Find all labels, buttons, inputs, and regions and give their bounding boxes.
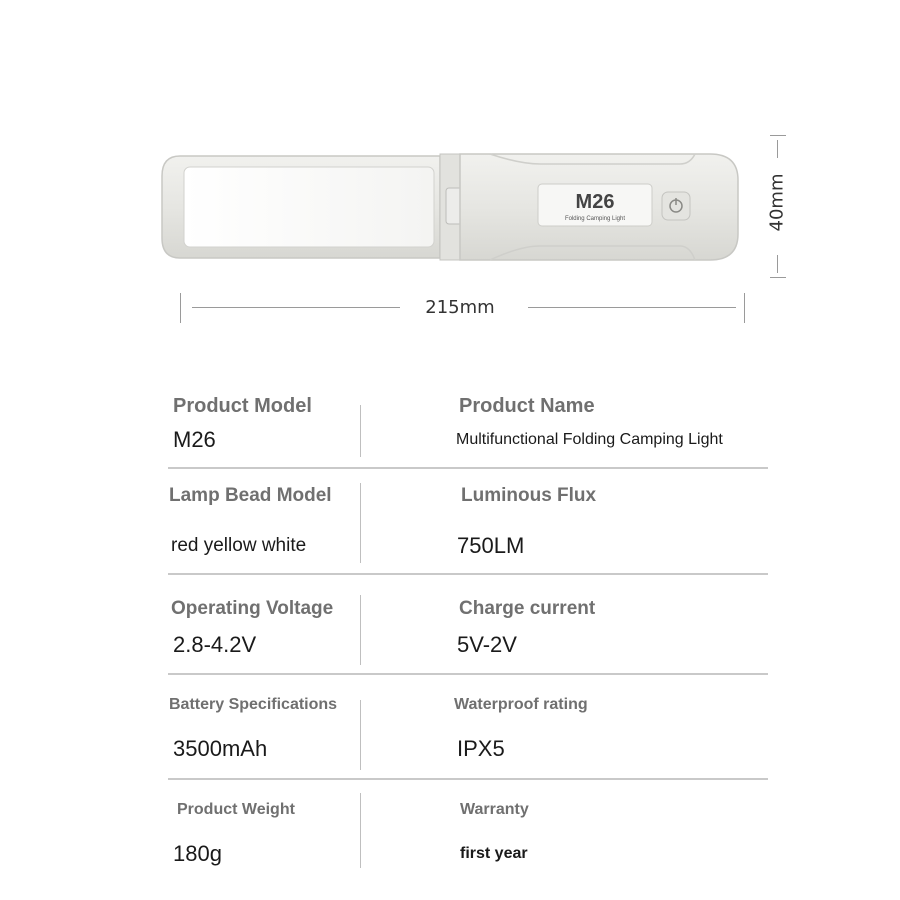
warranty-value: first year: [460, 845, 528, 862]
dimension-line-left: [192, 307, 400, 308]
dimension-tick-bottom: [770, 277, 786, 278]
operating-voltage-heading: Operating Voltage: [171, 598, 334, 619]
column-divider-2: [360, 483, 361, 563]
waterproof-rating-value: IPX5: [457, 736, 505, 761]
luminous-flux-value: 750LM: [457, 533, 525, 558]
charge-current-heading: Charge current: [459, 598, 596, 619]
product-model-value: M26: [173, 427, 216, 452]
column-divider-4: [360, 700, 361, 770]
dimension-line-right: [528, 307, 736, 308]
product-weight-value: 180g: [173, 841, 222, 866]
waterproof-rating-heading: Waterproof rating: [454, 696, 588, 713]
dimension-line-vertical-top: [777, 140, 778, 158]
row-divider-2: [168, 573, 768, 575]
column-divider-1: [360, 405, 361, 457]
lamp-bead-model-heading: Lamp Bead Model: [169, 485, 332, 506]
product-weight-heading: Product Weight: [177, 801, 295, 818]
column-divider-3: [360, 595, 361, 665]
product-image: [160, 150, 740, 265]
row-divider-4: [168, 778, 768, 780]
operating-voltage-value: 2.8-4.2V: [173, 632, 257, 657]
product-model-heading: Product Model: [173, 395, 312, 417]
dimension-tick-right: [744, 293, 745, 323]
product-sub-label: Folding Camping Light: [564, 216, 626, 222]
dimension-line-vertical-bottom: [777, 255, 778, 273]
product-name-value: Multifunctional Folding Camping Light: [456, 431, 723, 448]
dimension-tick-top: [770, 135, 786, 136]
column-divider-5: [360, 793, 361, 868]
product-model-label: M26: [575, 191, 615, 213]
luminous-flux-heading: Luminous Flux: [461, 485, 597, 506]
warranty-heading: Warranty: [460, 801, 529, 818]
lamp-bead-model-value: red yellow white: [171, 535, 307, 556]
dimension-tick-left: [180, 293, 181, 323]
charge-current-value: 5V-2V: [457, 632, 517, 657]
dimension-length: 215mm: [425, 297, 495, 318]
dimension-diameter: 40mm: [766, 173, 788, 232]
row-divider-3: [168, 673, 768, 675]
battery-specifications-heading: Battery Specifications: [169, 696, 338, 713]
battery-specifications-value: 3500mAh: [173, 736, 268, 761]
product-name-heading: Product Name: [459, 395, 595, 417]
row-divider-1: [168, 467, 768, 469]
